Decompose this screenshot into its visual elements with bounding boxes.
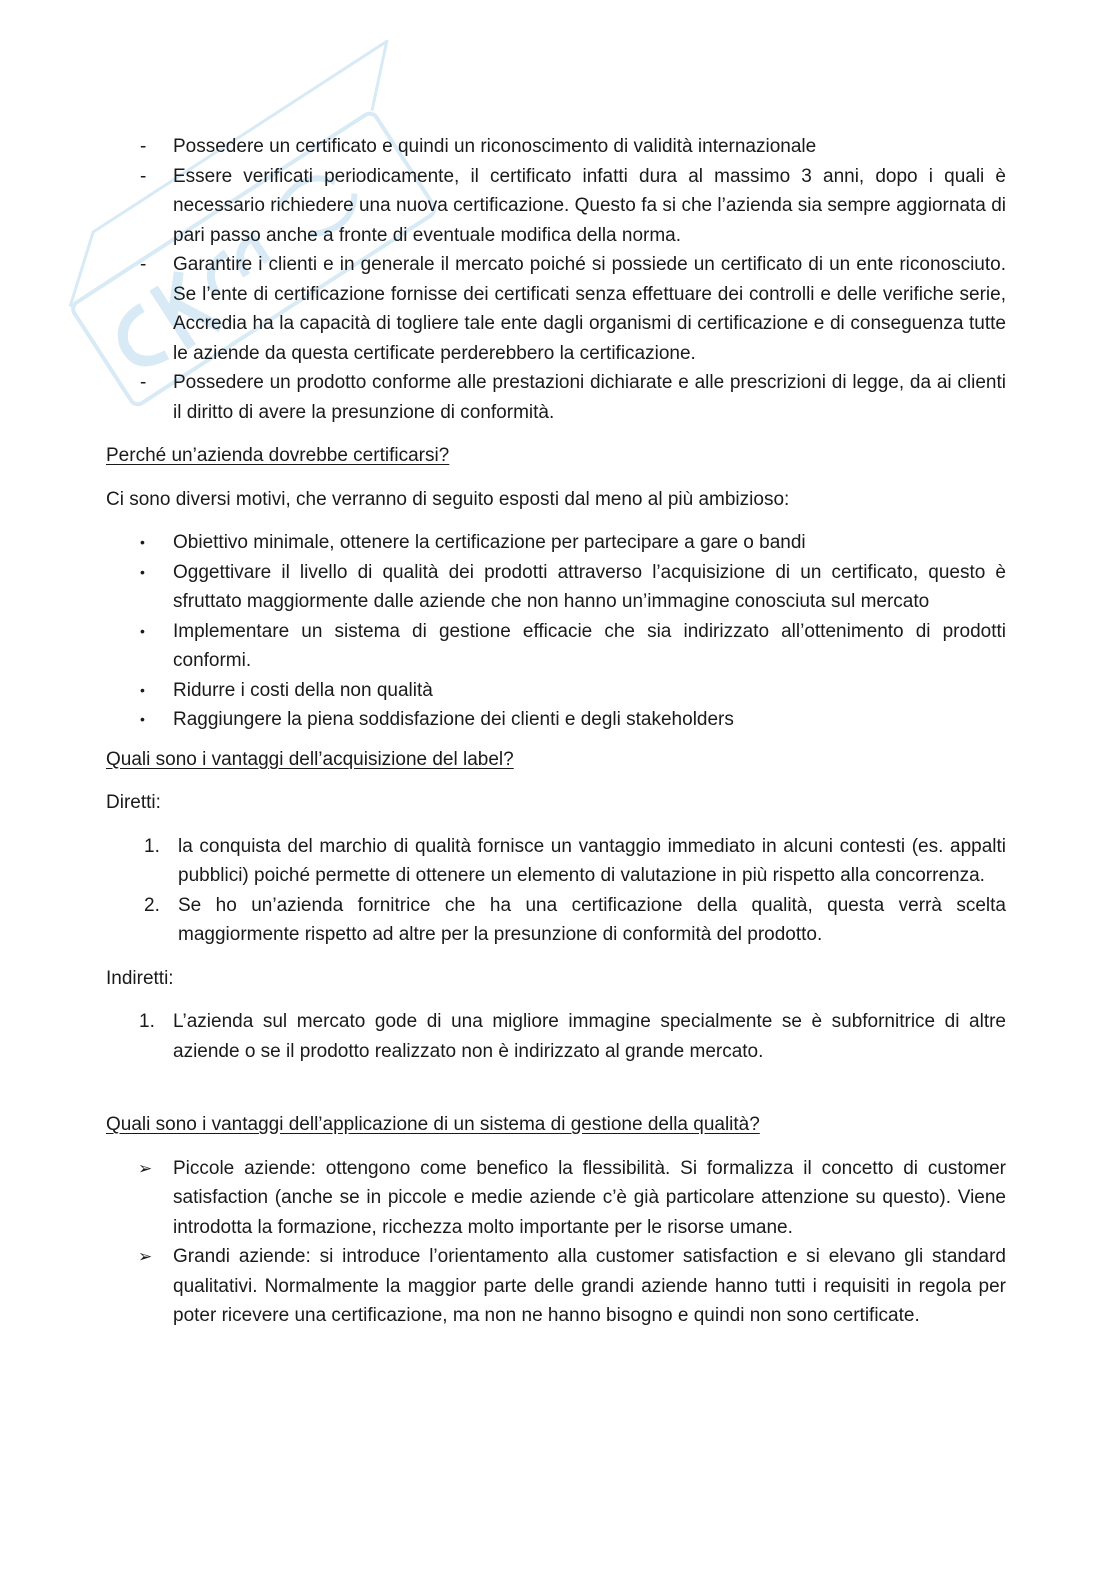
list-item-text: Possedere un prodotto conforme alle prestazioni dichiarate e alle prescrizioni di legge, da ai clienti il diritto di avere la presunzione di conformità. <box>173 372 1006 423</box>
list-item-text: L’azienda sul mercato gode di una migliore immagine specialmente se è subfornitrice di altre aziende o se il prodotto realizzato non è indirizzato al grande mercato. <box>173 1011 1006 1062</box>
section-heading-label-advantages: Quali sono i vantaggi dell’acquisizione del label? <box>106 748 514 770</box>
direct-advantages-list <box>106 832 1006 950</box>
list-item <box>106 368 1006 427</box>
list-marker: 1. <box>139 1011 155 1032</box>
list-marker: • <box>140 681 145 698</box>
list-item <box>106 1242 1006 1331</box>
section-heading-qms-advantages: Quali sono i vantaggi dell’applicazione di un sistema di gestione della qualità? <box>106 1114 760 1135</box>
list-item-text: Raggiungere la piena soddisfazione dei clienti e degli stakeholders <box>173 709 734 730</box>
list-item-text: Obiettivo minimale, ottenere la certificazione per partecipare a gare o bandi <box>173 532 806 553</box>
list-item-text: Oggettivare il livello di qualità dei prodotti attraverso l’acquisizione di un certificato, questo è sfruttato maggiormente dalle aziende che non hanno un’immagine conosciuta sul mercato <box>173 561 1006 612</box>
list-marker: • <box>140 711 145 727</box>
section-heading-why-certify: Perché un’azienda dovrebbe certificarsi? <box>106 445 450 466</box>
list-item-text: Ridurre i costi della non qualità <box>173 679 433 701</box>
indirect-advantages-list <box>106 1007 1006 1066</box>
list-marker: ➢ <box>138 1158 153 1178</box>
list-marker: - <box>140 165 147 187</box>
list-marker: • <box>140 622 145 639</box>
intro-paragraph: Ci sono diversi motivi, che verranno di seguito esposti dal meno al più ambizioso: <box>106 488 790 510</box>
list-marker: - <box>140 254 147 275</box>
list-item <box>106 705 1006 735</box>
list-marker: - <box>140 372 147 393</box>
list-marker: ➢ <box>138 1247 153 1266</box>
motives-list <box>106 528 1006 735</box>
list-item-text: Piccole aziende: ottengono come benefico la flessibilità. Si formalizza il concetto di customer satisfaction (anche se in piccole e medie aziende c’è già particolare attenzione su questo). Viene introdotta la formazione, ricchezza molto importante per le risorse umane. <box>173 1157 1006 1238</box>
list-item <box>106 558 1006 617</box>
company-size-list <box>106 1154 1006 1331</box>
list-item <box>106 250 1006 368</box>
list-item <box>106 1007 1006 1066</box>
requirements-list <box>106 132 1006 427</box>
list-item <box>106 162 1006 251</box>
list-marker: 1. <box>144 835 160 857</box>
list-marker: - <box>140 136 147 157</box>
list-item <box>106 891 1006 950</box>
list-item-text: Implementare un sistema di gestione efficacie che sia indirizzato all’ottenimento di prodotti conformi. <box>173 620 1006 671</box>
list-item <box>106 676 1006 706</box>
list-item <box>106 132 1006 162</box>
list-item-text: Garantire i clienti e in generale il mercato poiché si possiede un certificato di un ente riconosciuto. Se l’ente di certificazione fornisse dei certificati senza effettuare dei controlli e delle verifiche serie, Accredia ha la capacità di togliere tale ente dagli organismi di certificazione e di conseguenza tutte le aziende da questa certificate perderebbero la certificazione. <box>173 254 1006 364</box>
list-item-text: la conquista del marchio di qualità fornisce un vantaggio immediato in alcuni contesti (es. appalti pubblici) poiché permette di ottenere un elemento di valutazione in più rispetto alla concorrenza. <box>178 835 1006 886</box>
list-item-text: Grandi aziende: si introduce l’orientamento alla customer satisfaction e si elevano gli standard qualitativi. Normalmente la maggior parte delle grandi aziende hanno tutti i requisiti in regola per poter ricevere una certificazione, ma non ne hanno bisogno e quindi non sono certificate. <box>173 1246 1006 1326</box>
direct-label: Diretti: <box>106 792 161 813</box>
list-item-text: Se ho un’azienda fornitrice che ha una certificazione della qualità, questa verrà scelta maggiormente rispetto ad altre per la presunzione di conformità del prodotto. <box>178 894 1006 945</box>
indirect-label: Indiretti: <box>106 967 174 989</box>
list-item <box>106 528 1006 558</box>
list-marker: 2. <box>144 894 160 916</box>
list-marker: • <box>140 534 145 550</box>
list-item-text: Possedere un certificato e quindi un riconoscimento di validità internazionale <box>173 136 817 157</box>
list-item <box>106 1154 1006 1243</box>
list-item-text: Essere verificati periodicamente, il certificato infatti dura al massimo 3 anni, dopo i quali è necessario richiedere una nuova certificazione. Questo fa si che l’azienda sia sempre aggiornata di pari passo anche a fronte di eventuale modifica della norma. <box>173 165 1006 246</box>
list-item <box>106 617 1006 676</box>
document-body <box>106 132 1006 1331</box>
list-item <box>106 832 1006 891</box>
list-marker: • <box>140 563 145 580</box>
